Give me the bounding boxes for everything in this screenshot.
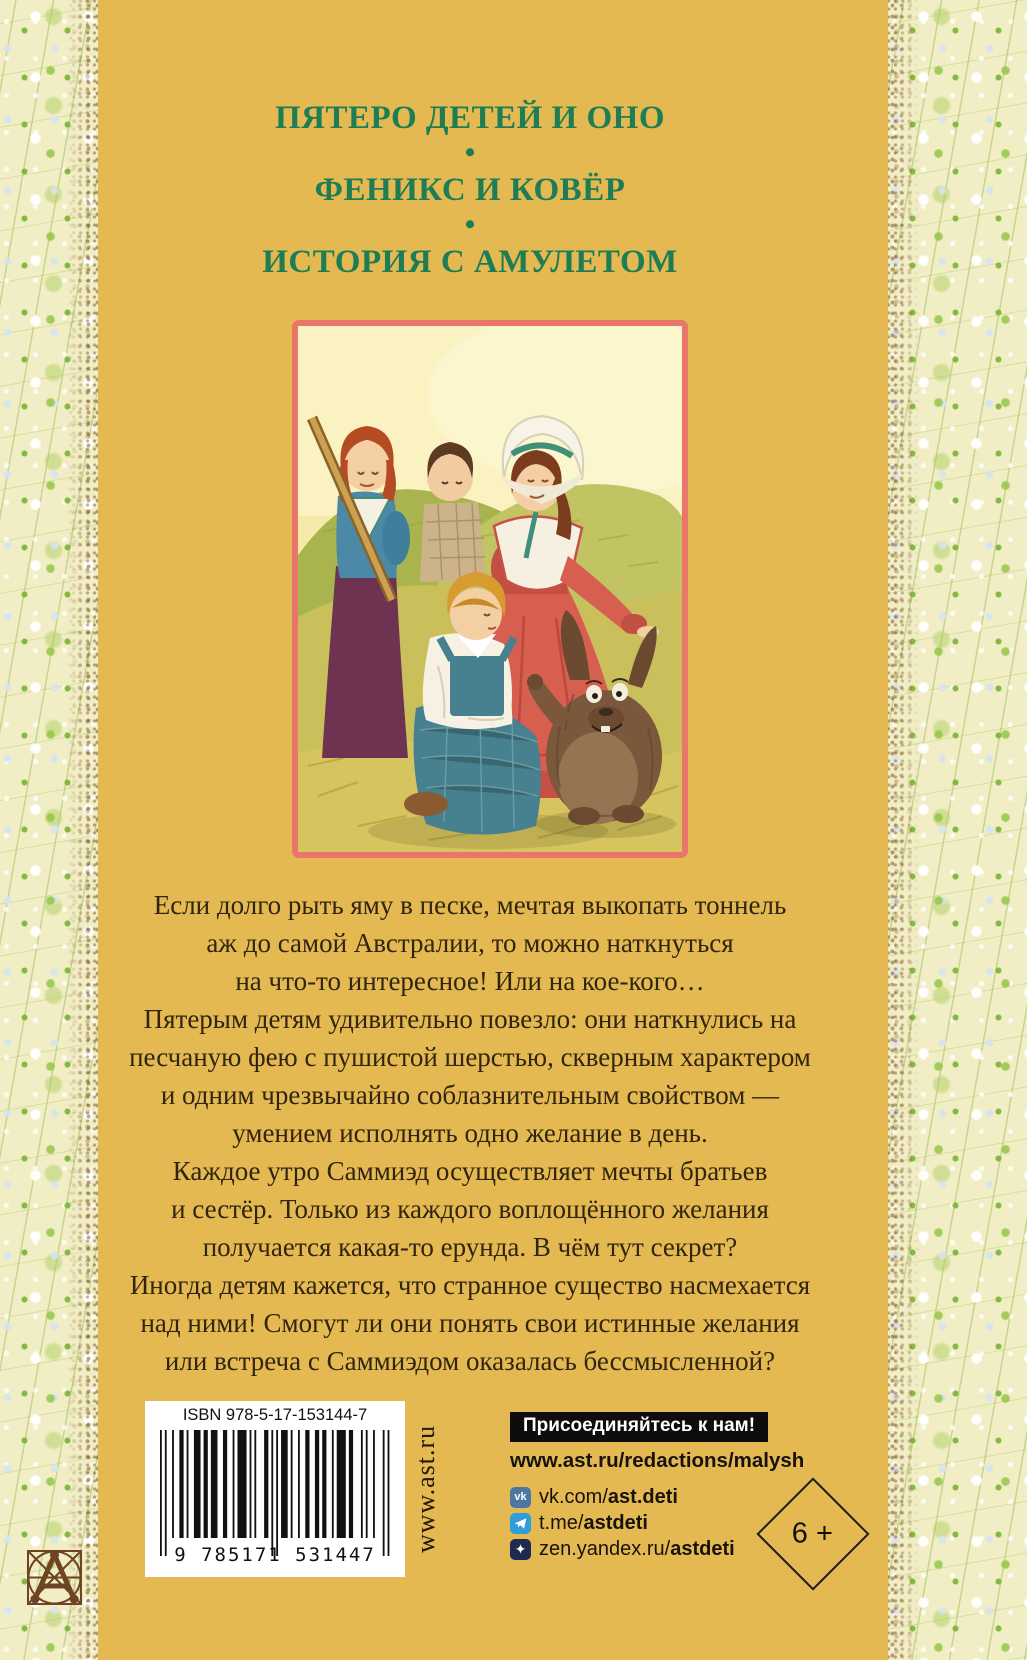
series-title-block	[75, 100, 865, 280]
social-links	[510, 1484, 735, 1562]
bullet-separator: •	[464, 208, 476, 241]
publisher-site-vertical: www.ast.ru	[411, 1424, 440, 1554]
telegram-icon	[510, 1513, 531, 1534]
floral-border-right	[888, 0, 1027, 1660]
social-row-vk	[510, 1484, 735, 1510]
age-rating-text: 6 +	[792, 1517, 834, 1550]
bullet-separator: •	[464, 136, 476, 169]
barcode	[160, 1430, 390, 1558]
social-link-vk: vk.com/ast.deti	[539, 1485, 678, 1508]
barcode-box	[145, 1401, 405, 1577]
annotation-line: или встреча с Саммиэдом оказалась бессмысленной?	[164, 1346, 776, 1376]
join-banner: Присоединяйтесь к нам!	[510, 1412, 768, 1442]
isbn-label: ISBN 978-5-17-153144-7	[182, 1406, 368, 1424]
series-title-1: ПЯТЕРО ДЕТЕЙ И ОНО	[275, 100, 665, 136]
cover-illustration	[292, 320, 688, 858]
barcode-digits: 9 785171 531447	[174, 1544, 376, 1566]
series-title-3: ИСТОРИЯ С АМУЛЕТОМ	[262, 244, 678, 280]
annotation-block	[75, 886, 865, 1380]
speckle-texture	[888, 0, 920, 1660]
vk-icon: vk	[510, 1487, 531, 1508]
social-row-zen	[510, 1536, 735, 1562]
social-link-zen: zen.yandex.ru/astdeti	[539, 1537, 735, 1560]
annotation-line: над ними! Смогут ли они понять свои истинные желания	[140, 1308, 800, 1338]
ast-publisher-logo	[26, 1549, 83, 1606]
illustration-scene	[298, 326, 682, 852]
annotation-line: умением исполнять одно желание в день.	[232, 1118, 708, 1148]
annotation-line: Каждое утро Саммиэд осуществляет мечты братьев	[172, 1156, 768, 1186]
series-title-2: ФЕНИКС И КОВЁР	[314, 172, 626, 208]
annotation-line: песчаную фею с пушистой шерстью, скверным характером	[129, 1042, 811, 1072]
annotation-line: и сестёр. Только из каждого воплощённого желания	[171, 1194, 769, 1224]
annotation-line: на что-то интересное! Или на кое-кого…	[235, 966, 705, 996]
redactions-url: www.ast.ru/redactions/malysh	[510, 1449, 805, 1472]
annotation-line: Пятерым детям удивительно повезло: они наткнулись на	[143, 1004, 797, 1034]
zen-icon: ✦	[510, 1539, 531, 1560]
annotation-line: получается какая-то ерунда. В чём тут секрет?	[202, 1232, 738, 1262]
annotation-line: Иногда детям кажется, что странное существо насмехается	[129, 1270, 811, 1300]
social-link-telegram: t.me/astdeti	[539, 1511, 648, 1534]
annotation-line: Если долго рыть яму в песке, мечтая выкопать тоннель	[153, 890, 787, 920]
annotation-line: и одним чрезвычайно соблазнительным свойством —	[160, 1080, 780, 1110]
annotation-line: аж до самой Австралии, то можно наткнуться	[206, 928, 734, 958]
social-row-telegram	[510, 1510, 735, 1536]
